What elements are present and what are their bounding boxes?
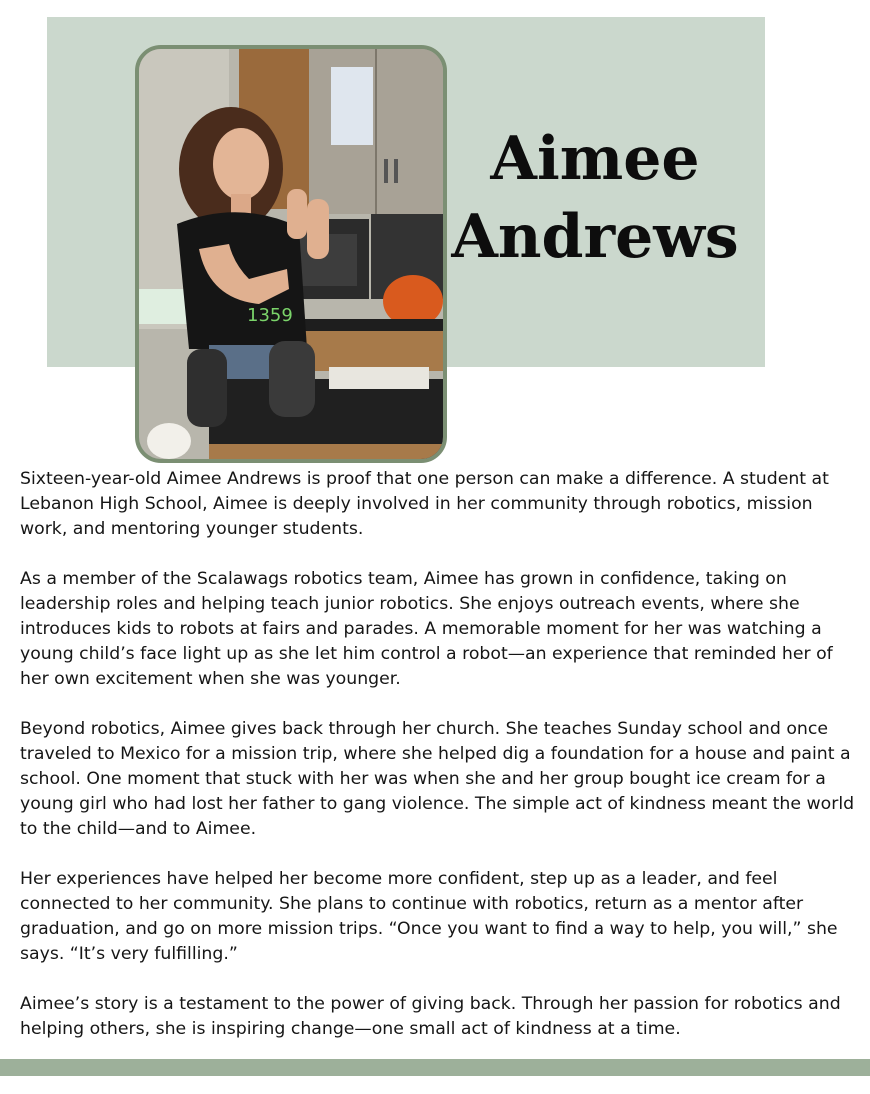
article-paragraph: Sixteen-year-old Aimee Andrews is proof that one person can make a difference. A student at Lebanon High School, Aimee is deeply involved in her community through robotics, mission work, and mentoring younger students. bbox=[20, 469, 829, 539]
profile-photo bbox=[135, 45, 447, 463]
shirt-print: 1359 bbox=[247, 305, 293, 326]
photo-illustration bbox=[139, 49, 443, 459]
article-paragraph: Aimee’s story is a testament to the power of giving back. Through her passion for robotics and helping others, she is inspiring change—one small act of kindness at a time. bbox=[20, 994, 841, 1039]
last-name: Andrews bbox=[451, 202, 739, 272]
profile-name bbox=[450, 120, 740, 276]
first-name: Aimee bbox=[490, 124, 700, 194]
article-paragraph: Beyond robotics, Aimee gives back through her church. She teaches Sunday school and once traveled to Mexico for a mission trip, where she helped dig a foundation for a house and paint a school. One moment that stuck with her was when she and her group bought ice cream for a young girl who had lost her father to gang violence. The simple act of kindness meant the world to the child—and to Aimee. bbox=[20, 719, 855, 839]
article-paragraph: Her experiences have helped her become more confident, step up as a leader, and feel connected to her community. She plans to continue with robotics, return as a mentor after graduation, and go on more mission trips. “Once you want to find a way to help, you will,” she says. “It’s very fulfilling.” bbox=[20, 869, 838, 964]
footer-bar bbox=[0, 1059, 870, 1076]
article-paragraph: As a member of the Scalawags robotics team, Aimee has grown in confidence, taking on leadership roles and helping teach junior robotics. She enjoys outreach events, where she introduces kids to robots at fairs and parades. A memorable moment for her was watching a young child’s face light up as she let him control a robot—an experience that reminded her of her own excitement when she was younger. bbox=[20, 569, 833, 689]
article-body bbox=[20, 467, 855, 1067]
